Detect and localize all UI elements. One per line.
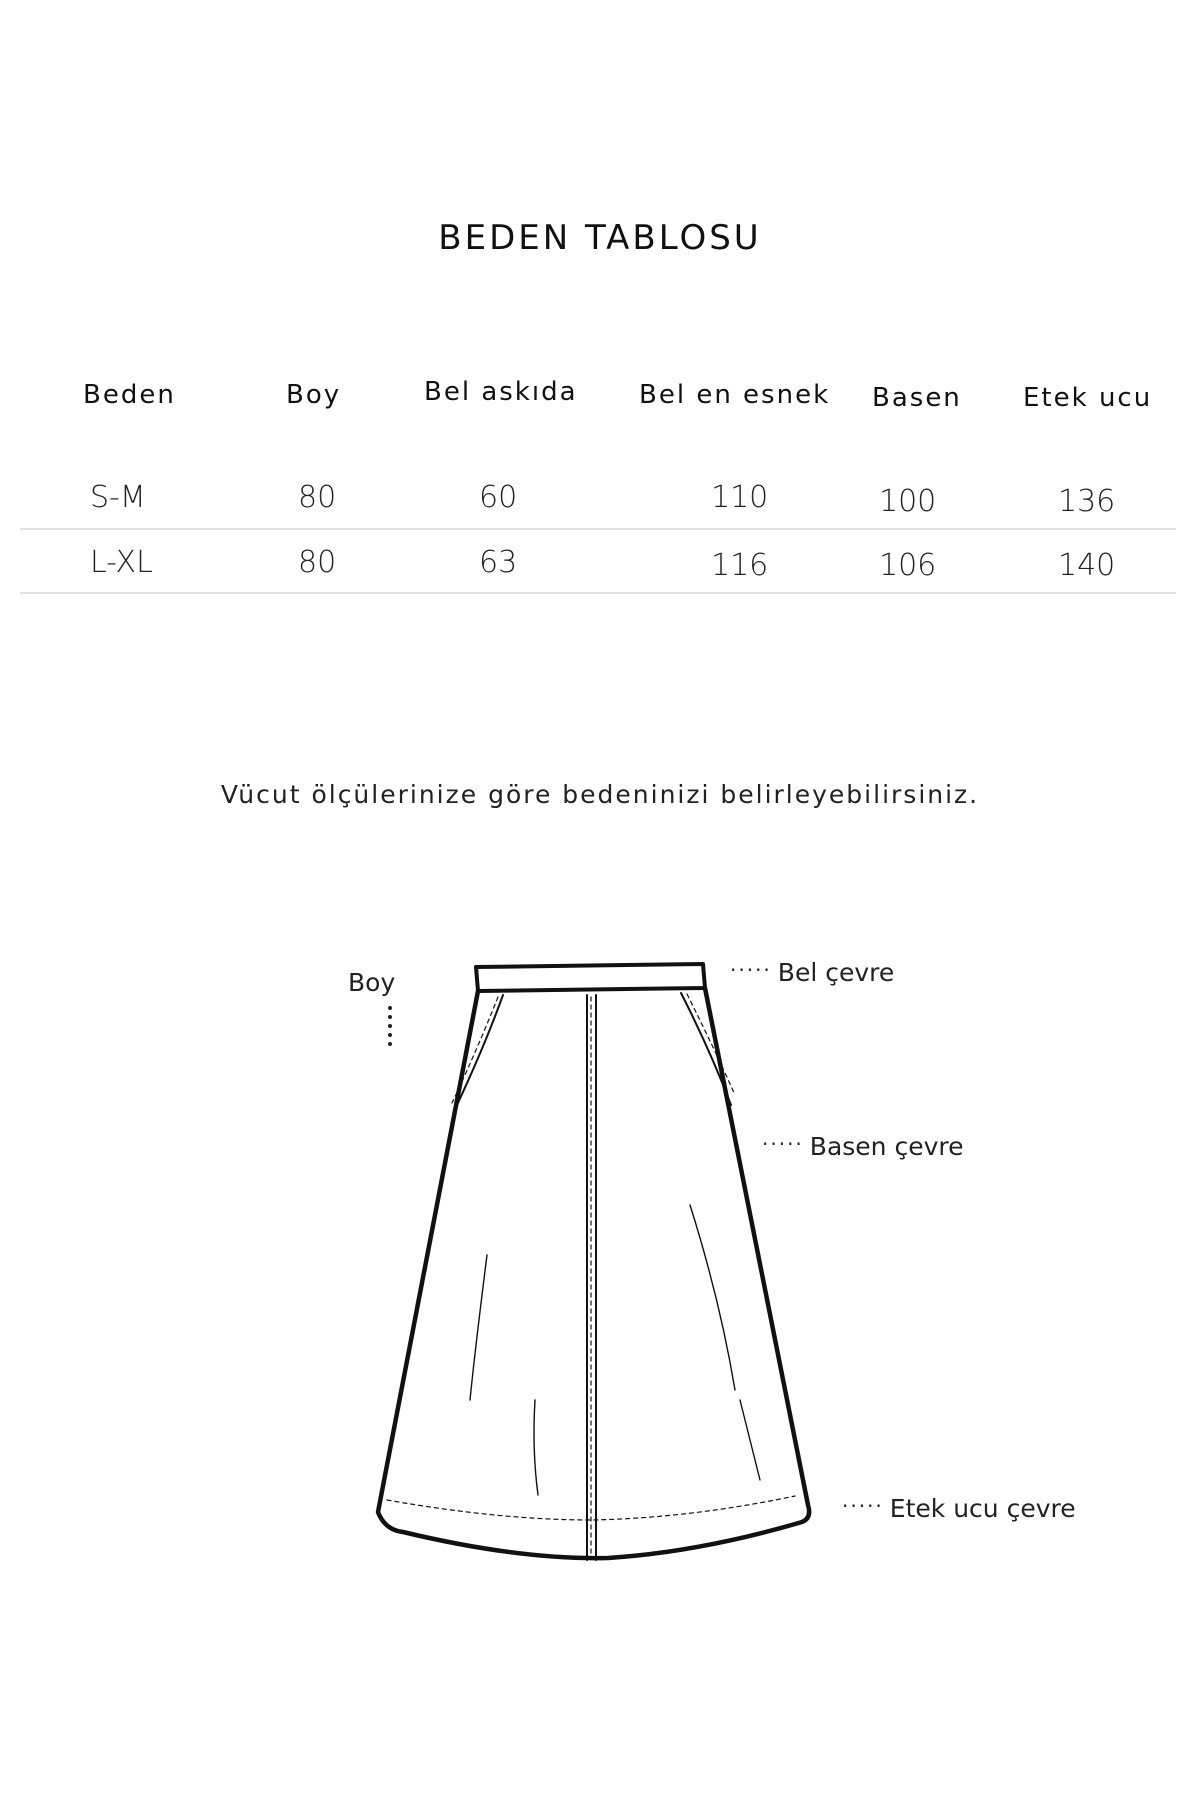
label-etek-ucu-cevre [842,1494,1076,1523]
header-boy: Boy [286,380,342,410]
header-bel-en-esnek: Bel en esnek [639,380,831,410]
label-basen-cevre [762,1132,964,1161]
leader-dots: ····· [762,1132,804,1156]
label-boy: Boy [348,968,396,997]
label-text: Etek ucu çevre [889,1494,1076,1523]
page-title: BEDEN TABLOSU [438,218,762,258]
cell-bel-en-esnek: 116 [711,548,769,583]
cell-boy: 80 [298,545,337,580]
cell-bel-askida: 60 [479,480,518,515]
header-basen: Basen [872,383,962,413]
cell-etek-ucu: 136 [1058,484,1116,519]
cell-bel-askida: 63 [479,545,518,580]
label-bel-cevre [730,958,894,987]
header-etek-ucu: Etek ucu [1023,383,1153,413]
boy-leader-dots [388,1006,394,1051]
cell-etek-ucu: 140 [1058,548,1116,583]
header-beden: Beden [83,380,176,410]
cell-size: S-M [90,480,146,515]
measurement-note: Vücut ölçülerinize göre bedeninizi belirleyebilirsiniz. [220,780,980,809]
cell-size: L-XL [90,545,153,580]
label-text: Basen çevre [809,1132,964,1161]
cell-basen: 106 [879,548,937,583]
cell-boy: 80 [298,480,337,515]
leader-dots: ····· [730,958,772,982]
label-text: Bel çevre [777,958,895,987]
cell-basen: 100 [879,484,937,519]
leader-dots: ····· [842,1494,884,1518]
cell-bel-en-esnek: 110 [711,480,769,515]
header-bel-askida: Bel askıda [424,377,578,407]
